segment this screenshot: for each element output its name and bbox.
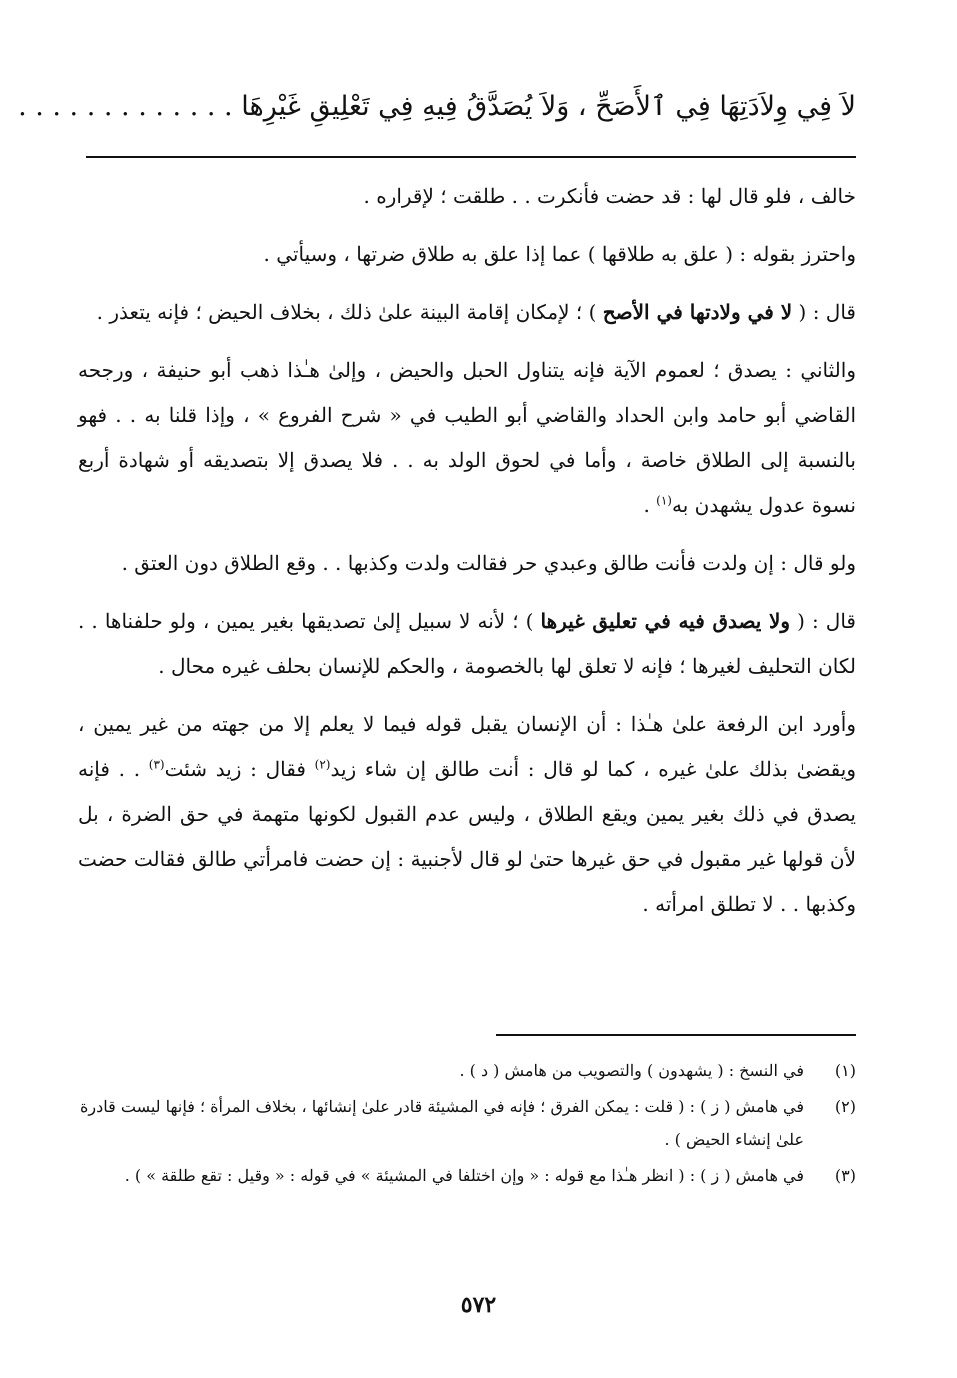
footnote-text: في هامش ( ز ) : ( انظر هـٰذا مع قوله : « وإن اختلفا في المشيئة » في قوله : « وقيل : تقع طلقة » ) . bbox=[124, 1166, 804, 1185]
paragraph-part: . . فإنه يصدق في ذلك بغير يمين ويقع الطلاق ، وليس عدم القبول لكونها متهمة في حق الضرة ، بل لأن قولها غير مقبول في حق غيرها حتىٰ لو قال لأجنبية : إن حضت فامرأتي طالق فقالت حضت وكذبها . . لا تطلق امرأته . bbox=[78, 757, 856, 916]
paragraph-text: خالف ، فلو قال لها : قد حضت فأنكرت . . طلقت ؛ لإقراره . bbox=[363, 184, 856, 208]
footnote-ref-1[interactable]: (١) bbox=[656, 493, 672, 508]
matn-quote: ولا يصدق فيه في تعليق غيرها bbox=[540, 609, 791, 633]
footnote-text: في النسخ : ( يشهدون ) والتصويب من هامش ( د ) . bbox=[459, 1061, 804, 1080]
page-number: ٥٧٢ bbox=[460, 1292, 497, 1318]
footnote-1 bbox=[80, 1054, 856, 1087]
paragraph-prefix: قال : ( bbox=[790, 609, 856, 633]
paragraph-part: وأورد ابن الرفعة علىٰ هـٰذا : أن الإنسان يقبل قوله فيما لا يعلم إلا من جهته من غير يمين ، ويقضىٰ بذلك علىٰ غيره ، كما لو قال : أنت طالق إن شاء زيد bbox=[78, 712, 857, 781]
paragraph-suffix: ) ؛ لإمكان إقامة البينة علىٰ ذلك ، بخلاف الحيض ؛ فإنه يتعذر . bbox=[96, 300, 603, 324]
footnotes bbox=[80, 1054, 856, 1195]
paragraph-text: والثاني : يصدق ؛ لعموم الآية فإنه يتناول الحبل والحيض ، وإلىٰ هـٰذا ذهب أبو حنيفة ، ورجحه القاضي أبو حامد وابن الحداد والقاضي أبو الطيب في « شرح الفروع » ، وإذا قلنا به . . فهو بالنسبة إلى الطلاق خاصة ، وأما في لحوق الولد به . . فلا يصدق إلا بتصديقه أو شهادة أربع نسوة عدول يشهدن به bbox=[78, 358, 857, 517]
paragraph-6 bbox=[78, 599, 856, 689]
paragraph-text: واحترز بقوله : ( علق به طلاقها ) عما إذا علق به طلاق ضرتها ، وسيأتي . bbox=[263, 242, 856, 266]
paragraph-1 bbox=[78, 174, 856, 219]
running-header-text: لاَ فِي وِلاَدَتِهَا فِي ٱلأَصَحِّ ، وَلاَ يُصَدَّقُ فِيهِ فِي تَعْلِيقِ غَيْرِهَا bbox=[241, 91, 856, 122]
paragraph-suffix: ) ؛ لأنه لا سبيل إلىٰ تصديقها بغير يمين ، ولو حلفناها . . لكان التحليف لغيرها ؛ فإنه لا تعلق لها بالخصومة ، والحكم للإنسان بحلف غيره محال . bbox=[78, 609, 856, 678]
paragraph-5 bbox=[78, 541, 856, 586]
paragraph-7 bbox=[78, 702, 856, 927]
paragraph-3 bbox=[78, 290, 856, 335]
footnote-divider bbox=[496, 1034, 856, 1036]
paragraph-text: ولو قال : إن ولدت فأنت طالق وعبدي حر فقالت ولدت وكذبها . . وقع الطلاق دون العتق . bbox=[121, 551, 856, 575]
footnote-ref-3[interactable]: (٣) bbox=[148, 757, 165, 772]
paragraph-2 bbox=[78, 232, 856, 277]
footnote-text: في هامش ( ز ) : ( قلت : يمكن الفرق ؛ فإنه في المشيئة قادر علىٰ إنشائها ، بخلاف المرأة ؛ فإنها ليست قادرة علىٰ إنشاء الحيض ) . bbox=[80, 1097, 804, 1149]
paragraph-part: فقال : زيد شئت bbox=[164, 757, 315, 781]
header-dot-leader: . . . . . . . . . . . . . bbox=[18, 91, 233, 122]
paragraph-end: . bbox=[643, 493, 657, 517]
header-divider bbox=[86, 156, 856, 158]
footnote-number: (١) bbox=[834, 1061, 856, 1080]
footnote-number: (٣) bbox=[834, 1166, 856, 1185]
footnote-number: (٢) bbox=[834, 1097, 856, 1116]
paragraph-4 bbox=[78, 348, 856, 528]
paragraph-prefix: قال : ( bbox=[792, 300, 856, 324]
footnote-ref-2[interactable]: (٢) bbox=[314, 757, 331, 772]
footnote-3 bbox=[80, 1159, 856, 1192]
footnote-2 bbox=[80, 1090, 856, 1156]
running-header bbox=[18, 72, 856, 142]
main-text bbox=[78, 174, 856, 940]
matn-quote: لا في ولادتها في الأصح bbox=[602, 300, 793, 324]
